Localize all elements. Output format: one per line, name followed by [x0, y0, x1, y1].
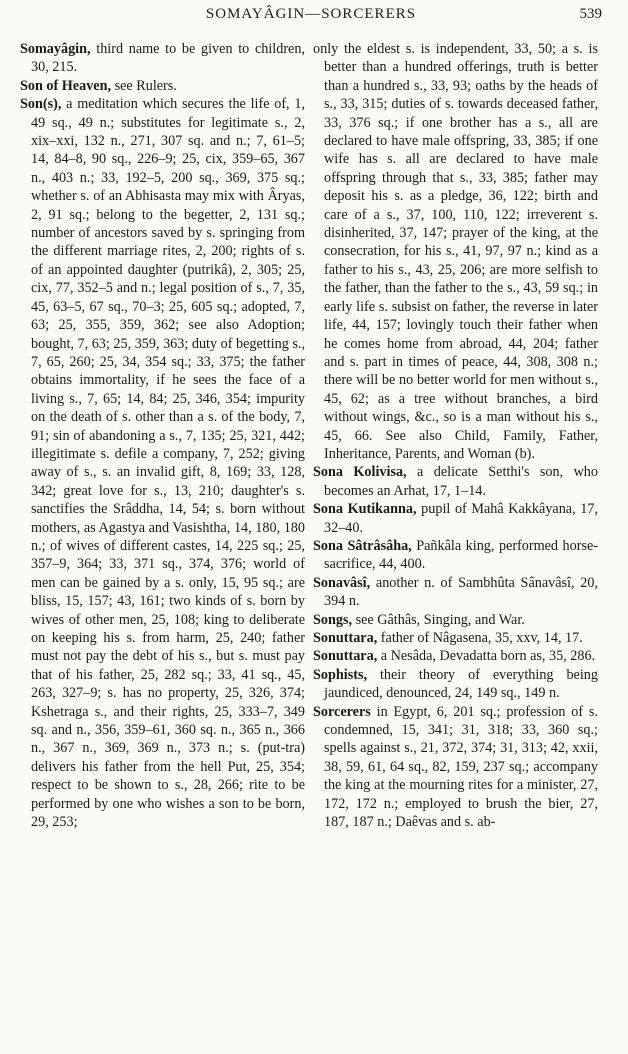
index-entry [313, 647, 598, 665]
index-entry [20, 77, 305, 95]
entry-headword: Songs, [313, 611, 353, 628]
index-entry [313, 629, 598, 647]
entry-text: in Egypt, 6, 201 sq.; profession of s. condemned, 15, 341; 31, 318; 33, 360 sq.; spells against s., 21, 372, 374; 31, 313; 42, xxii, 38, 59, 61, 64 sq., 82, 159, 237 sq.; accompany the king at the mourning rites for a minister, 27, 172, 172 n.; employed to brush the bier, 27, 187, 187 n.; Daêvas and s. ab- [324, 703, 598, 831]
index-entry-continued [313, 40, 598, 463]
index-entry [313, 666, 598, 703]
index-entry [313, 611, 598, 629]
index-entry [313, 537, 598, 574]
entry-text: Pañkâla king, performed horse-sacrifice, 44, 400. [324, 537, 598, 573]
entry-headword: Son(s), [20, 96, 62, 113]
running-head: SOMAYÂGIN—SORCERERS [205, 6, 417, 22]
entry-headword: Sona Kolivisa, [313, 464, 407, 481]
left-column [20, 40, 305, 831]
index-entry [313, 574, 598, 611]
entry-headword: Sophists, [313, 666, 368, 683]
entry-text: father of Nâgasena, 35, xxv, 14, 17. [377, 630, 583, 646]
index-entry [313, 703, 598, 832]
right-column [313, 40, 598, 831]
entry-text: third name to be given to children, 30, 215. [31, 41, 305, 76]
index-entry [313, 500, 598, 537]
entry-text: see Rulers. [111, 77, 177, 94]
entry-text: see Gâthâs, Singing, and War. [352, 611, 525, 628]
entry-text: another n. of Sambhûta Sânavâsî, 20, 394 n. [324, 574, 598, 610]
entry-text: only the eldest s. is independent, 33, 50; a s. is better than a hundred offerings, truth is better than a hundred s., 33, 93; oaths by the heads of s., 33, 315; duties of s. towards deceased father, 33, 376 sq.; if one brother has a s., all are declared to have male offspring, 33, 385; if one wife has s. all are declared to have male offspring through that s., 33, 385; father may deposit his s. as a pledge, 36, 122; birth and care of a s., 37, 100, 110, 122; irreverent s. disinherited, 37, 147; prayer of the king, at the consecration, for his s., 41, 97, 97 n.; kind as a father to his s., 43, 25, 206; are more selfish to the father, than the father to the s., 43, 59 sq.; in early life s. subsist on father, the reverse in later life, 44, 157; lovingly touch their father when he comes home from abroad, 44, 204; father and s. part in times of peace, 44, 308, 308 n.; there will be no better world for men without s., 45, 62; as a tree without branches, a bird without wings, &c., so is a man without his s., 45, 66. See also Child, Family, Father, Inheritance, Parents, and Woman (b). [313, 41, 598, 462]
entry-text: a delicate Setthi's son, who becomes an Arhat, 17, 1–14. [324, 464, 598, 499]
entry-text: their theory of everything being jaundiced, denounced, 24, 149 sq., 149 n. [324, 666, 598, 702]
index-entry [20, 40, 305, 77]
entry-headword: Sonavâsî, [313, 574, 371, 591]
entry-headword: Sonuttara, [313, 648, 378, 665]
index-entry [20, 95, 305, 831]
entry-text: pupil of Mahâ Kakkâyana, 17, 32–40. [324, 501, 598, 536]
entry-headword: Sona Kutikanna, [313, 501, 417, 518]
entry-text: a Nesâda, Devadatta born as, 35, 286. [377, 648, 596, 665]
entry-headword: Somayâgin, [20, 41, 91, 57]
entry-text: a meditation which secures the life of, 1, 49 sq., 49 n.; substitutes for legitimate s., 2, xix–xxi, 132 n., 271, 307 sq. and n.; 7, 61–5; 14, 84–8, 90 sq., 226–9; 25, cix, 359–65, 367 n., 403 n.; 33, 192–5, 200 sq., 369, 375 sq.; whether s. of an Abhisasta may mix with Âryas, 2, 91 sq.; belong to the begetter, 2, 131 sq.; number of ancestors saved by s. springing from the different marriage rites, 2, 200; rights of s. of an appointed daughter (putrikâ), 2, 305; 25, cix, 77, 352–5 and n.; legal position of s., 7, 35, 45, 63–5, 67 sq., 70–3; 25, 605 sq.; adopted, 7, 63; 25, 355, 359, 362; see also Adoption; bought, 7, 63; 25, 359, 363; duty of begetting s., 7, 65, 260; 25, 34, 354 sq.; 33, 375; the father obtains immortality, if he sees the face of a living s., 7, 65; 14, 84; 25, 346, 354; impurity on the death of s. other than a s. of the body, 7, 91; sin of abandoning a s., 7, 135; 25, 321, 442; illegitimate s. defile a company, 7, 252; giving away of s., s. an invalid gift, 8, 169; 33, 128, 342; great love for s., 13, 210; daughter's s. sanctifies the Srâddha, 14, 54; s. born without mothers, as Agastya and Vasishtha, 14, 180, 180 n.; of wives of different castes, 14, 225 sq.; 25, 357–9, 364; 33, 371 sq., 374, 376; world of men can be gained by a s. only, 15, 95 sq.; are bliss, 15, 157; 43, 161; two kinds of s. born by wives of other men, 25, 108; king to deliberate on keeping his s. from harm, 25, 240; father must not pay the debt of his s., but s. must pay that of his father, 25, 282 sq.; 33, 41 sq., 45, 263, 327–9; s. has no property, 25, 326, 374; Kshetraga s., and their rights, 25, 333–7, 349 sq. and n., 356, 359–61, 360 sq. n., 365 n., 366 n., 367 n., 369, 369 n., 373 n.; s. (put-tra) delivers his father from the hell Put, 25, 354; respect to be shown to s., 28, 266; rite to be performed by one who wishes a son to be born, 29, 253; [31, 96, 305, 831]
page-header [20, 6, 602, 28]
entry-headword: Sonuttara, [313, 630, 378, 646]
entry-headword: Son of Heaven, [20, 77, 112, 94]
entry-headword: Sorcerers [313, 703, 371, 720]
page-number: 539 [579, 6, 602, 22]
entry-headword: Sona Sâtrâsâha, [313, 537, 412, 554]
index-entry [313, 463, 598, 500]
